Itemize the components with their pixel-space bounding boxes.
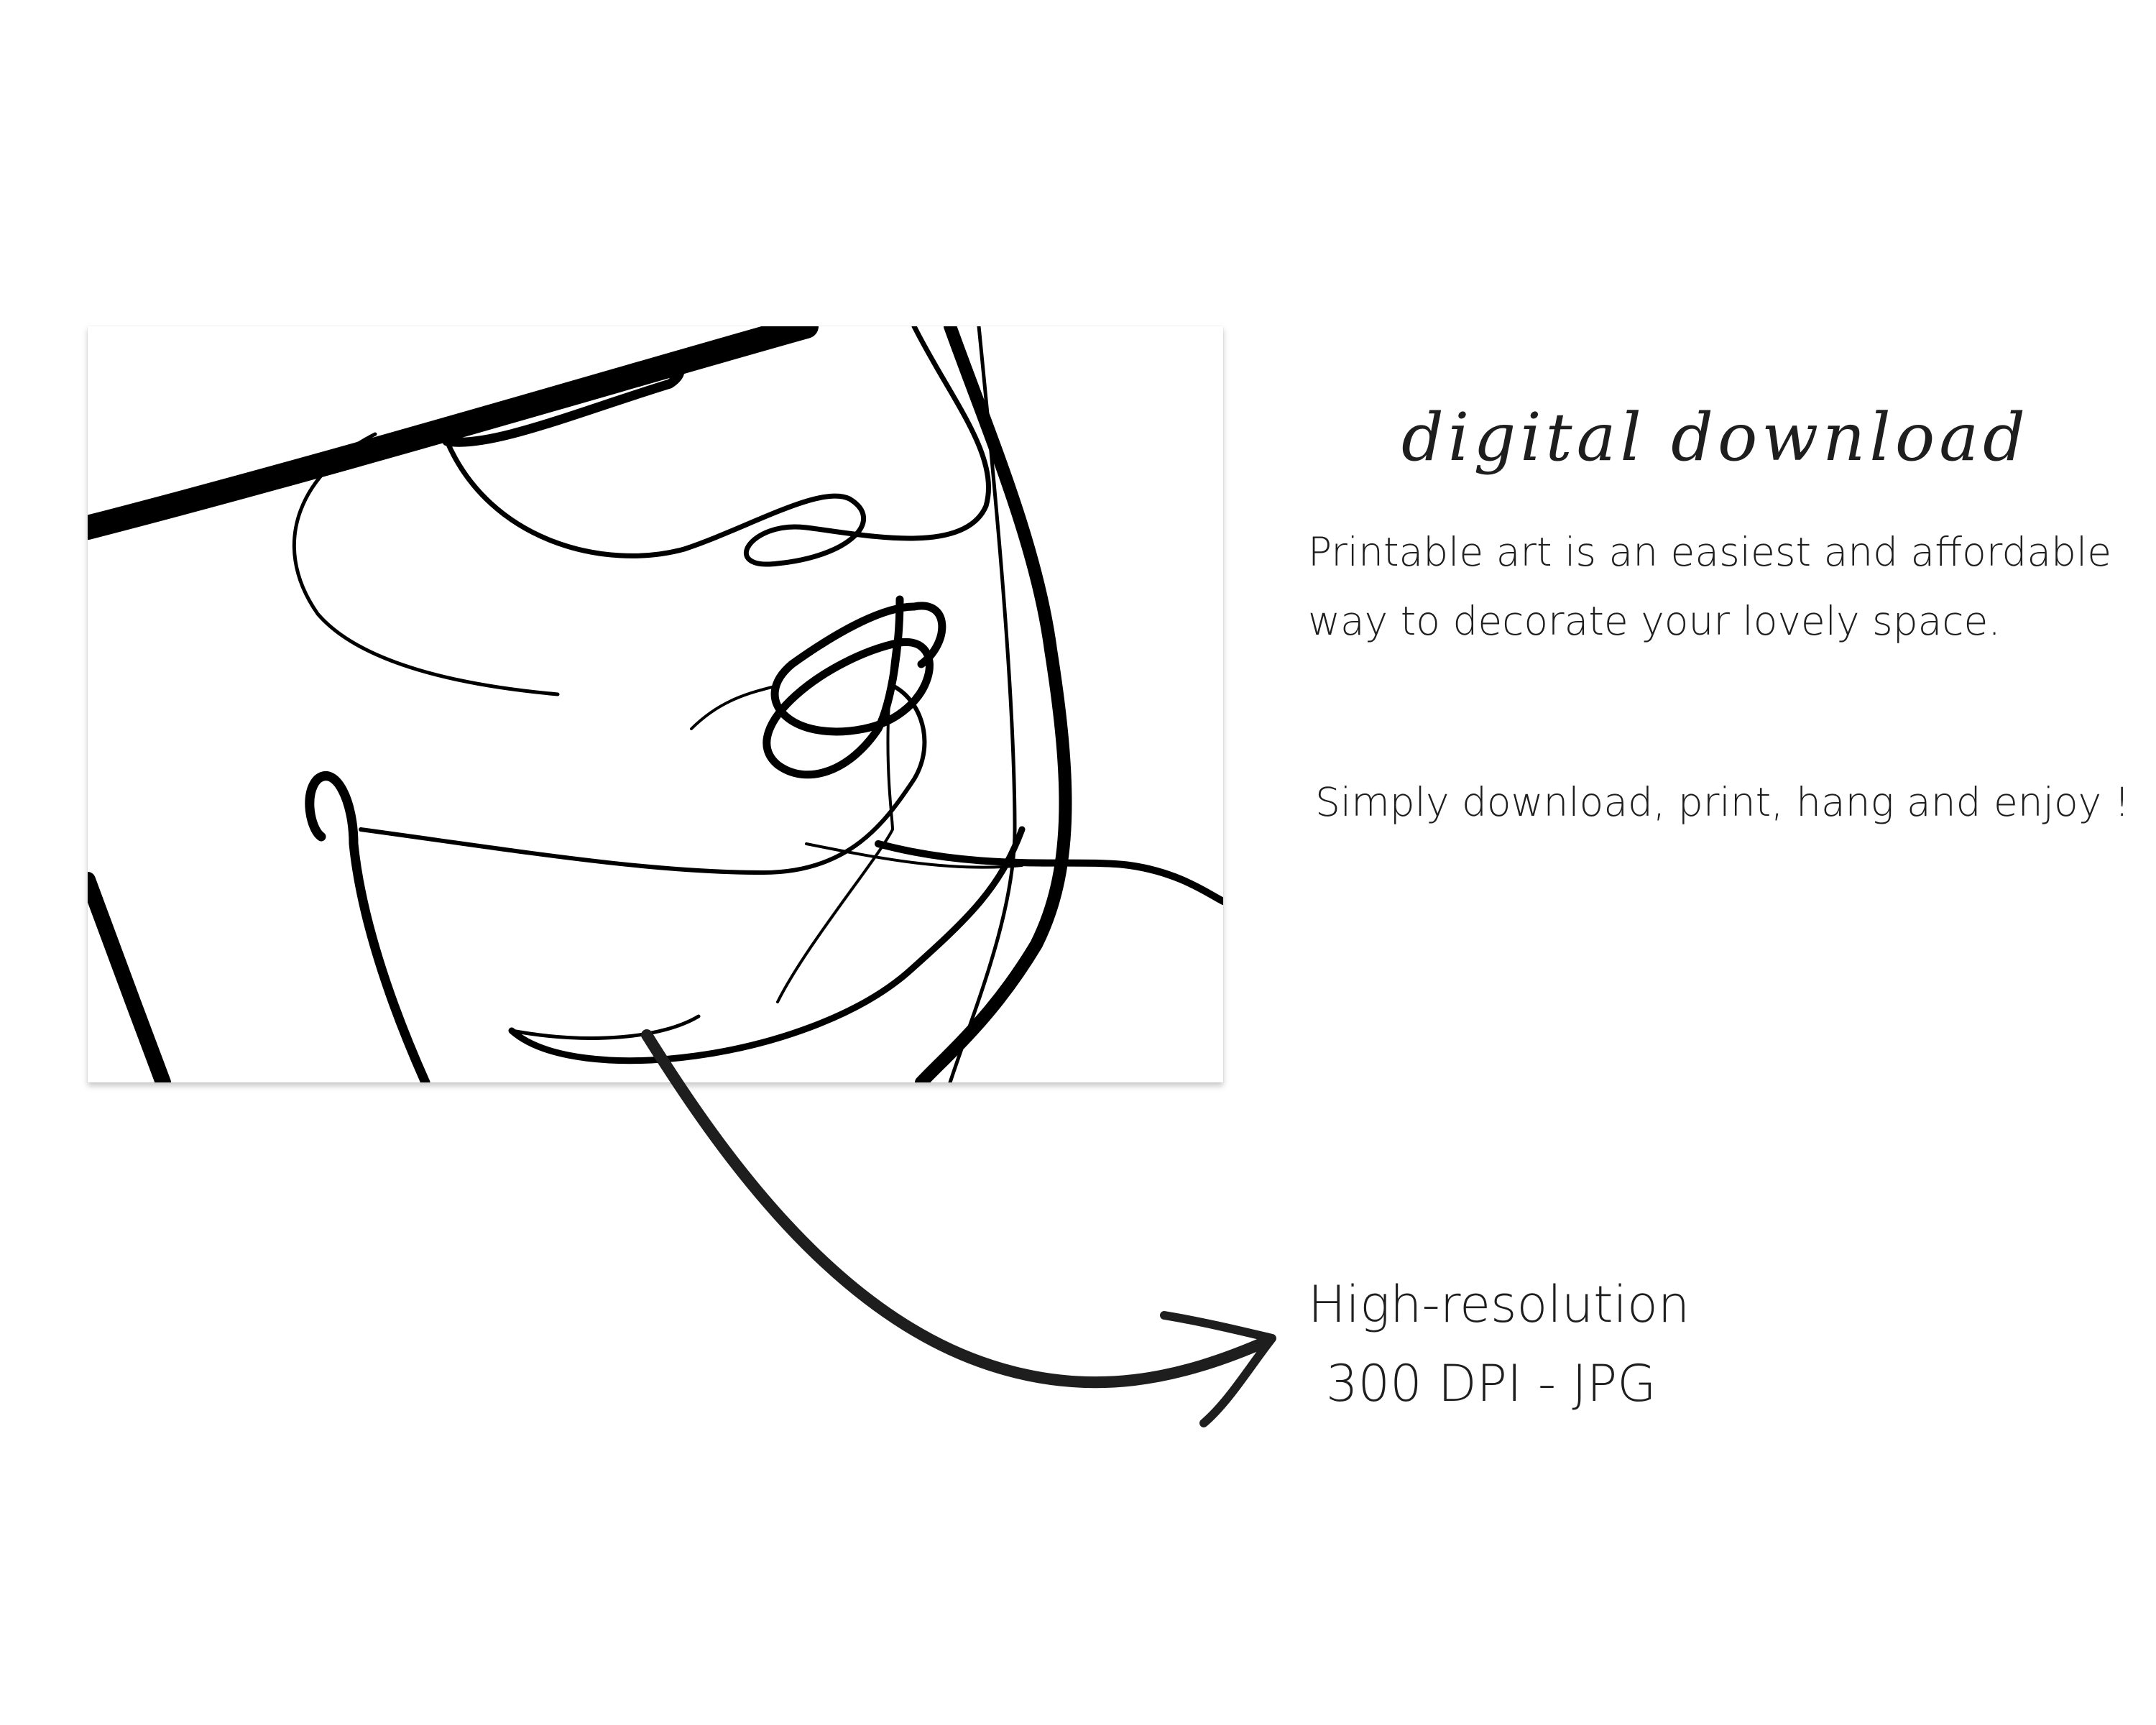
description-line-2: way to decorate your lovely space. [1308,598,2001,644]
file-resolution-text: High-resolution [1308,1275,1690,1334]
instructions-text: Simply download, print, hang and enjoy ! [1315,779,2130,825]
script-heading-lettering [1387,381,2034,496]
file-format-text: 300 DPI - JPG [1326,1354,1657,1413]
art-print-preview [88,326,1223,1082]
line-art-face-illustration [88,326,1223,1082]
script-heading-text: digital download [1401,399,2030,476]
digital-download-heading [1387,381,2034,496]
description-line-1: Printable art is an easiest and affordable [1308,529,2112,575]
curved-arrow-icon [618,1006,1308,1438]
